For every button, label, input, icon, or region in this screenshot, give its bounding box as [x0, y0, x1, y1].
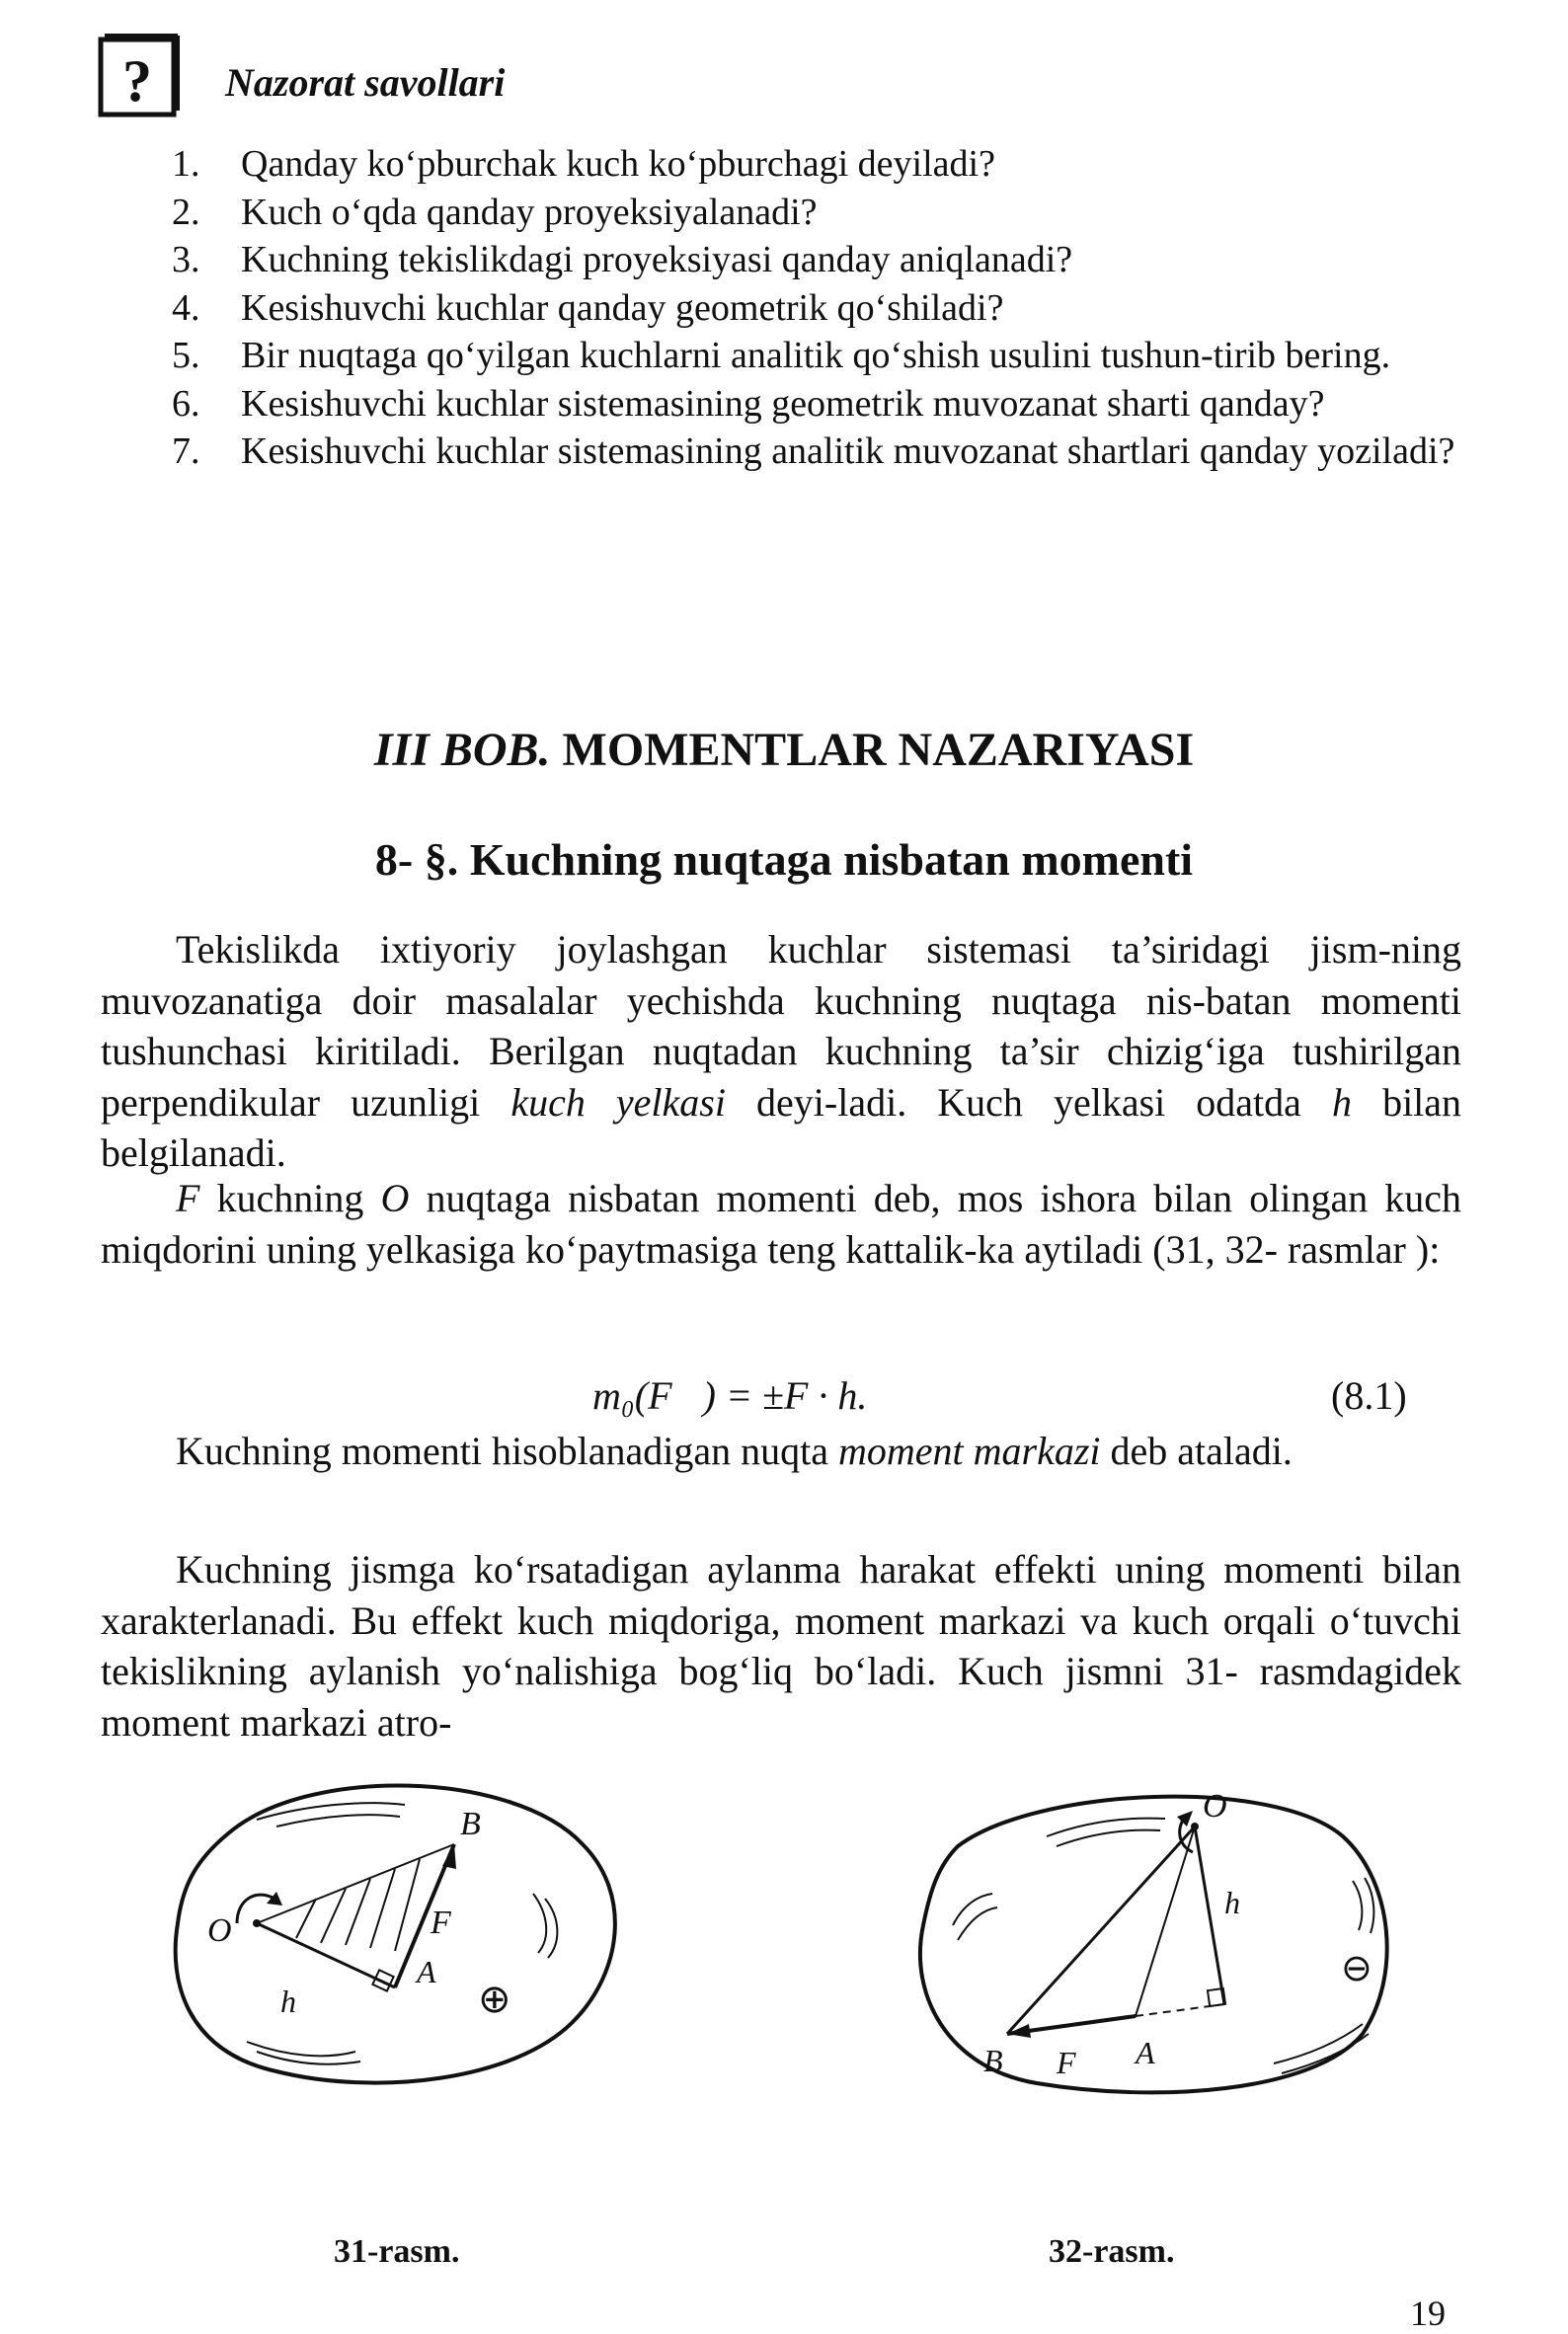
paragraph-text: bilan belgilanadi. [101, 1079, 1462, 1175]
question-box-icon [95, 30, 186, 120]
arm-h-line [1195, 1827, 1224, 2004]
symbol-h: h [1332, 1079, 1352, 1125]
figure-31-diagram [158, 1775, 652, 2101]
question-number: 2. [172, 191, 200, 233]
question-text: Qanday ko‘pburchak kuch ko‘pburchagi deyiladi? [241, 143, 995, 185]
label-b: B [460, 1806, 481, 1842]
label-o: O [207, 1912, 232, 1949]
body-paragraph [101, 924, 1461, 1179]
label-o: O [1203, 1788, 1227, 1825]
section-header-title: Nazorat savollari [225, 60, 506, 105]
chapter-prefix: III BOB. [373, 724, 551, 776]
triangle-hatching [296, 1859, 420, 1951]
question-item [148, 189, 1461, 237]
question-number: 4. [172, 286, 200, 329]
label-f: F [1057, 2045, 1076, 2080]
section-title: 8- §. Kuchning nuqtaga nisbatan momenti [374, 834, 1194, 885]
question-item [148, 380, 1461, 428]
figure-32-caption: 32-rasm. [1049, 2233, 1175, 2270]
figure-31-caption: 31-rasm. [334, 2233, 460, 2270]
question-item [148, 140, 1461, 189]
paragraph-text: nuqtaga nisbatan momenti deb, mos ishora bilan olingan kuch miqdorini uning yelkasiga ko‘paytmasiga teng kattalik-ka aytiladi (31, 32- rasmlar ): [101, 1176, 1462, 1272]
paragraph-text: Kuchning momenti hisoblanadigan nuqta [176, 1429, 828, 1473]
emphasis-term: moment markazi [838, 1429, 1101, 1473]
paragraph-text: deyi-ladi. Kuch yelkasi odatda [756, 1079, 1301, 1125]
minus-sign-icon: ⊖ [1341, 1946, 1372, 1989]
review-questions-list [148, 140, 1461, 476]
question-item [148, 284, 1461, 333]
question-number: 1. [172, 143, 200, 185]
question-text: Kuchning tekislikdagi proyeksiyasi qanday aniqlanadi? [241, 239, 1073, 280]
question-text: Kesishuvchi kuchlar sistemasining geometrik muvozanat sharti qanday? [241, 382, 1325, 425]
paragraph-text: Kuchning jismga ko‘rsatadigan aylanma harakat effekti uning momenti bilan xarakterlanadi. Bu effekt kuch miqdoriga, moment markazi va kuch orqali o‘tuvchi tekislikning aylanish yo‘nalishiga bog‘liq bo‘ladi. Kuch jismni 31- rasmdagidek moment markazi atro- [101, 1547, 1461, 1745]
body-paragraph [101, 1544, 1461, 1748]
question-text: Kesishuvchi kuchlar qanday geometrik qo‘shiladi? [241, 286, 1004, 329]
symbol-point-o: O [380, 1176, 410, 1220]
plus-sign-icon: ⊕ [478, 1977, 511, 2022]
body-paragraph [101, 1426, 1461, 1477]
chapter-title [0, 723, 1568, 777]
formula: m₀(F⃗) = ±F · h. [592, 1373, 868, 1418]
label-h: h [280, 1984, 296, 2019]
question-text: Kuch o‘qda qanday proyeksiyalanadi? [241, 191, 818, 233]
question-number: 3. [172, 239, 200, 280]
label-b: B [983, 2043, 1003, 2078]
emphasis-term: kuch yelkasi [510, 1079, 726, 1125]
label-a: A [417, 1954, 436, 1989]
label-f: F [431, 1905, 451, 1941]
chapter-name: MOMENTLAR NAZARIYASI [562, 724, 1195, 776]
label-a: A [1136, 2035, 1155, 2070]
rigid-body-outline [176, 1785, 615, 2082]
question-text: Kesishuvchi kuchlar sistemasining analitik muvozanat shartlari qanday yoziladi? [241, 430, 1455, 472]
paragraph-text: Tekislikda ixtiyoriy joylashgan kuchlar sistemasi ta’siridagi jism-ning muvozanatiga doir masalalar yechishda kuchning nuqtaga nis-batan momenti tushunchasi kiritiladi. Berilgan nuqtadan kuchning ta’sir chizig‘iga tushirilgan perpendikular uzunligi [101, 927, 1461, 1125]
question-text: Bir nuqtaga qo‘yilgan kuchlarni analitik qo‘shish usulini tushun-tirib bering. [241, 335, 1391, 376]
paragraph-text: kuchning [216, 1176, 364, 1220]
label-h: h [1224, 1885, 1240, 1920]
paragraph-text: deb ataladi. [1110, 1429, 1293, 1473]
page-number: 19 [1410, 2294, 1446, 2333]
question-item [148, 332, 1461, 380]
question-item [148, 236, 1461, 284]
question-mark: ? [122, 48, 152, 114]
body-paragraph [101, 1173, 1461, 1275]
symbol-force-vector: F [176, 1176, 200, 1220]
question-number: 7. [172, 430, 200, 472]
figure-32-diagram [899, 1787, 1412, 2113]
question-number: 6. [172, 382, 200, 425]
formula-number: (8.1) [1331, 1373, 1407, 1418]
question-number: 5. [172, 335, 200, 376]
question-item [148, 428, 1461, 476]
